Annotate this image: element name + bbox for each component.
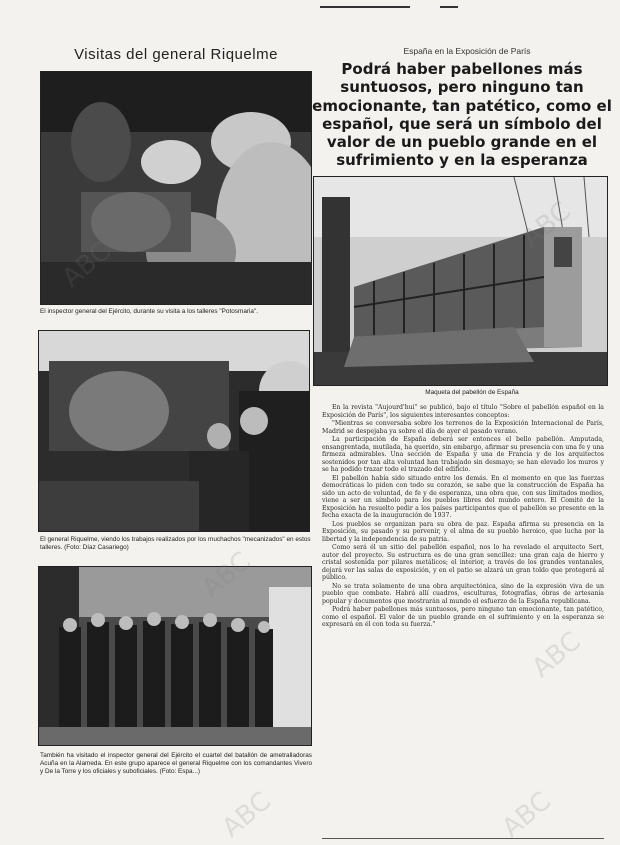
paragraph: En la revista "Aujourd'hui" se publicó, bajo el título "Sobre el pabellón español en la Exposición de París", los siguientes interesantes conceptos: <box>322 404 604 419</box>
paragraph: El pabellón había sido situado entre los demás. En el momento en que las fuerzas democráticas lo piden con todo su corazón, se sabe que la construcción de España ha sido un acto de voluntad, de fe y de esperanza, una obra que, con sus limitados medios, viene a ser un símbolo para los pueblos libres del mundo entero. El Comité de la Exposición ha resuelto pedir a los países participantes que el pabellón se presente en la fecha exacta de la inauguración de 1937. <box>322 474 604 519</box>
article-headline: Podrá haber pabellones más suntuosos, pero ninguno tan emocionante, tan patético, como el español, que será un símbolo del valor de un pueblo grande en el sufrimiento y en la esperanza <box>312 60 612 170</box>
paragraph: "Mientras se conversaba sobre los terrenos de la Exposición Internacional de París, Madrid se despejaba ya sobre el día de ayer el pasado verano. <box>322 420 604 435</box>
paragraph: Como será él un sitio del pabellón español, nos lo ha revelado el arquitecto Sert, autor del proyecto. Su estructura es de una gran sencillez: una gran caja de hierro y cristal sostenida por pilares metálicos; el interior, a través de los grandes ventanales, dejará ver las salas de exposición, y en el patio se alzará un gran toldo que protegerá al público. <box>322 544 604 581</box>
watermark: ABC <box>216 786 277 844</box>
photo1-caption: El inspector general del Ejército, durante su visita a los talleres "Potosmaria". <box>40 308 259 315</box>
top-rule-short <box>440 6 458 8</box>
section-label: España en la Exposición de París <box>403 46 531 56</box>
photo2-caption: El general Riquelme, viendo los trabajos realizados por los muchachos "mecanizados" en estos talleres. (Foto: Díaz Casariego) <box>40 536 311 551</box>
photo-battalion-group <box>38 566 312 746</box>
top-rule <box>320 6 410 8</box>
photo-workshop-visit <box>40 71 312 305</box>
paragraph: Podrá haber pabellones más suntuosos, pero ninguno tan emocionante, tan patético, como el español. El valor de un pueblo grande en el sufrimiento y en la esperanza se expresará en él con toda su fuerza." <box>322 606 604 628</box>
paragraph: No se trata solamente de una obra arquitectónica, sino de la expresión viva de un pueblo que combate. Habrá allí cuadros, esculturas, fotografías, obras de artesanía popular y documentos que mostrarán al mundo el esfuerzo de la España republicana. <box>322 582 604 605</box>
photo4-caption: Maqueta del pabellón de España <box>425 389 519 396</box>
article-body <box>322 404 604 630</box>
left-article-title: Visitas del general Riquelme <box>74 46 278 63</box>
photo-pavilion-model <box>313 176 608 386</box>
watermark: ABC <box>526 626 587 684</box>
watermark: ABC <box>496 786 557 844</box>
photo3-caption: También ha visitado el inspector general del Ejército el cuartel del batallón de ametralladoras Acuña en la Alameda. En este grupo aparece el general Riquelme con los comandantes Vivero y De la Torre y los oficiales y suboficiales. (Foto: Espa...) <box>40 752 312 775</box>
footer-rule <box>322 838 604 839</box>
photo-general-inspecting <box>38 330 310 532</box>
paragraph: La participación de España deberá ser entonces el bello pabellón. Amputada, ensangrentada, mutilada, ha querido, sin embargo, afirmar su presencia con una fe y una firmeza admirables. Una sección de España y una de Francia y de los arquitectos sostenidos por tan alta voluntad han trabajado sin desmayo; se han elevado los muros y se ha podido trazar todo el trazado del edificio. <box>322 436 604 473</box>
paragraph: Los pueblos se organizan para su obra de paz. España afirma su presencia en la Exposición, su pasado y su porvenir, y el alma de su pueblo heroico, que lucha por la libertad y la independencia de su patria. <box>322 520 604 543</box>
